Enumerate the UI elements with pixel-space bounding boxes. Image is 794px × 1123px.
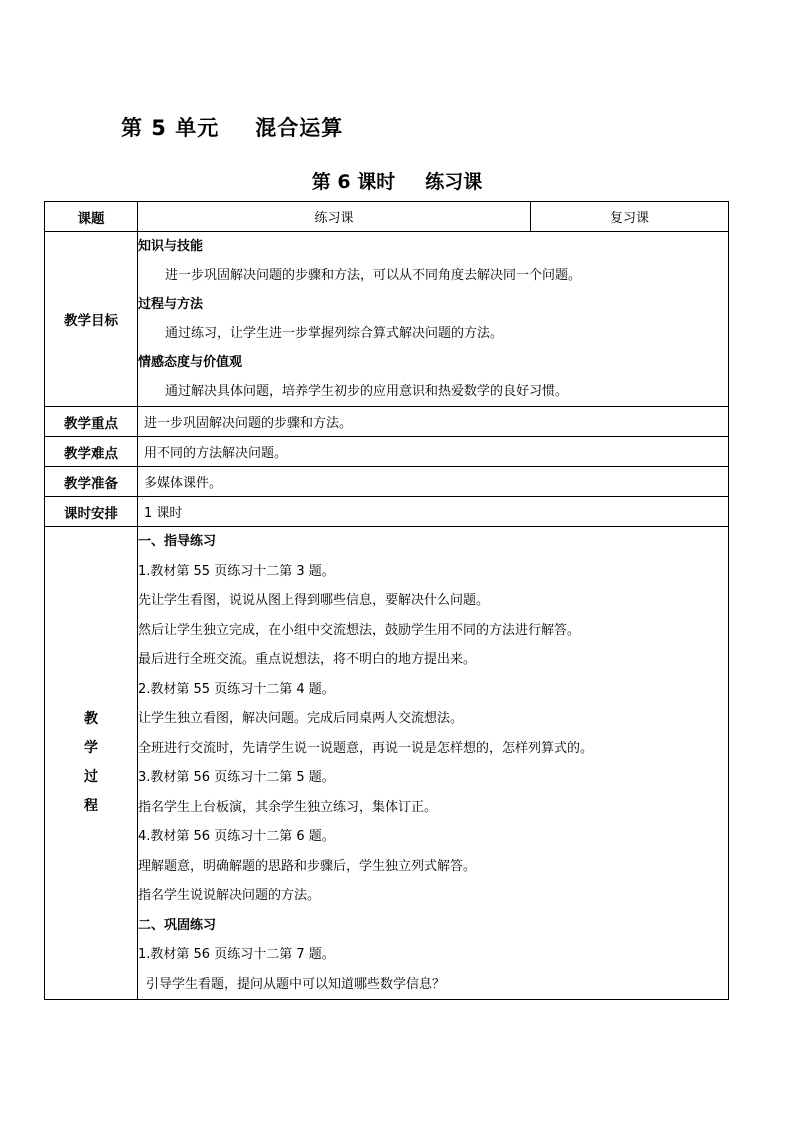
row-process xyxy=(45,527,729,1000)
label-process-char: 过 xyxy=(84,769,98,785)
lesson-title xyxy=(0,167,794,194)
process-line: 全班进行交流时，先请学生说一说题意，再说一说是怎样想的，怎样列算式的。 xyxy=(138,740,594,756)
row-schedule xyxy=(45,497,729,527)
topic-value: 练习课 xyxy=(138,202,531,232)
label-topic: 课题 xyxy=(45,202,138,232)
process-section-heading: 一、指导练习 xyxy=(138,534,217,549)
goal-text: 进一步巩固解决问题的步骤和方法，可以从不同角度去解决同一个问题。 xyxy=(165,268,582,283)
process-line: 3.教材第 56 页练习十二第 5 题。 xyxy=(138,770,335,785)
goal-text: 通过练习，让学生进一步掌握列综合算式解决问题的方法。 xyxy=(165,326,504,341)
process-line: 指名学生上台板演，其余学生独立练习，集体订正。 xyxy=(138,799,438,815)
goal-heading: 过程与方法 xyxy=(138,297,204,312)
label-goals: 教学目标 xyxy=(45,232,138,407)
process-line: 引导学生看题，提问从题中可以知道哪些数学信息？ xyxy=(146,976,446,992)
process-content xyxy=(138,527,729,1000)
row-key-point xyxy=(45,407,729,437)
process-line: 先让学生看图，说说从图上得到哪些信息，要解决什么问题。 xyxy=(138,593,490,608)
unit-title xyxy=(121,112,343,142)
process-line: 理解题意，明确解题的思路和步骤后，学生独立列式解答。 xyxy=(138,858,477,874)
row-goals xyxy=(45,232,729,407)
preparation-value: 多媒体课件。 xyxy=(138,467,729,497)
schedule-value: 1 课时 xyxy=(138,497,729,527)
process-line: 1.教材第 55 页练习十二第 3 题。 xyxy=(138,563,335,579)
key-point-value: 进一步巩固解决问题的步骤和方法。 xyxy=(138,407,729,437)
row-difficulty xyxy=(45,437,729,467)
label-difficulty: 教学难点 xyxy=(45,437,138,467)
goal-heading: 情感态度与价值观 xyxy=(138,355,243,370)
row-topic xyxy=(45,202,729,232)
goal-text: 通过解决具体问题，培养学生初步的应用意识和热爱数学的良好习惯。 xyxy=(165,384,569,399)
process-line: 指名学生说说解决问题的方法。 xyxy=(138,888,321,903)
unit-name: 混合运算 xyxy=(255,116,344,140)
lesson-number: 第 6 课时 xyxy=(311,171,396,193)
row-preparation xyxy=(45,467,729,497)
lesson-name: 练习课 xyxy=(425,171,483,193)
goal-heading: 知识与技能 xyxy=(138,239,204,254)
label-schedule: 课时安排 xyxy=(45,497,138,527)
goals-content xyxy=(138,232,729,407)
label-process-char: 程 xyxy=(84,798,98,814)
label-process-char: 教 xyxy=(84,711,98,727)
process-section-heading: 二、巩固练习 xyxy=(138,917,217,933)
label-preparation: 教学准备 xyxy=(45,467,138,497)
process-line: 1.教材第 56 页练习十二第 7 题。 xyxy=(138,947,335,962)
process-line: 最后进行全班交流。重点说想法，将不明白的地方提出来。 xyxy=(138,652,477,667)
label-process-char: 学 xyxy=(84,740,98,756)
process-line: 让学生独立看图，解决问题。完成后同桌两人交流想法。 xyxy=(138,711,464,726)
unit-number: 第 5 单元 xyxy=(121,116,220,140)
difficulty-value: 用不同的方法解决问题。 xyxy=(138,437,729,467)
lesson-plan-table xyxy=(44,201,729,1000)
process-line: 2.教材第 55 页练习十二第 4 题。 xyxy=(138,681,335,697)
process-line: 4.教材第 56 页练习十二第 6 题。 xyxy=(138,829,335,844)
topic-type: 复习课 xyxy=(531,202,729,232)
process-line: 然后让学生独立完成，在小组中交流想法，鼓励学生用不同的方法进行解答。 xyxy=(138,622,581,638)
label-key-point: 教学重点 xyxy=(45,407,138,437)
label-process xyxy=(45,527,138,1000)
